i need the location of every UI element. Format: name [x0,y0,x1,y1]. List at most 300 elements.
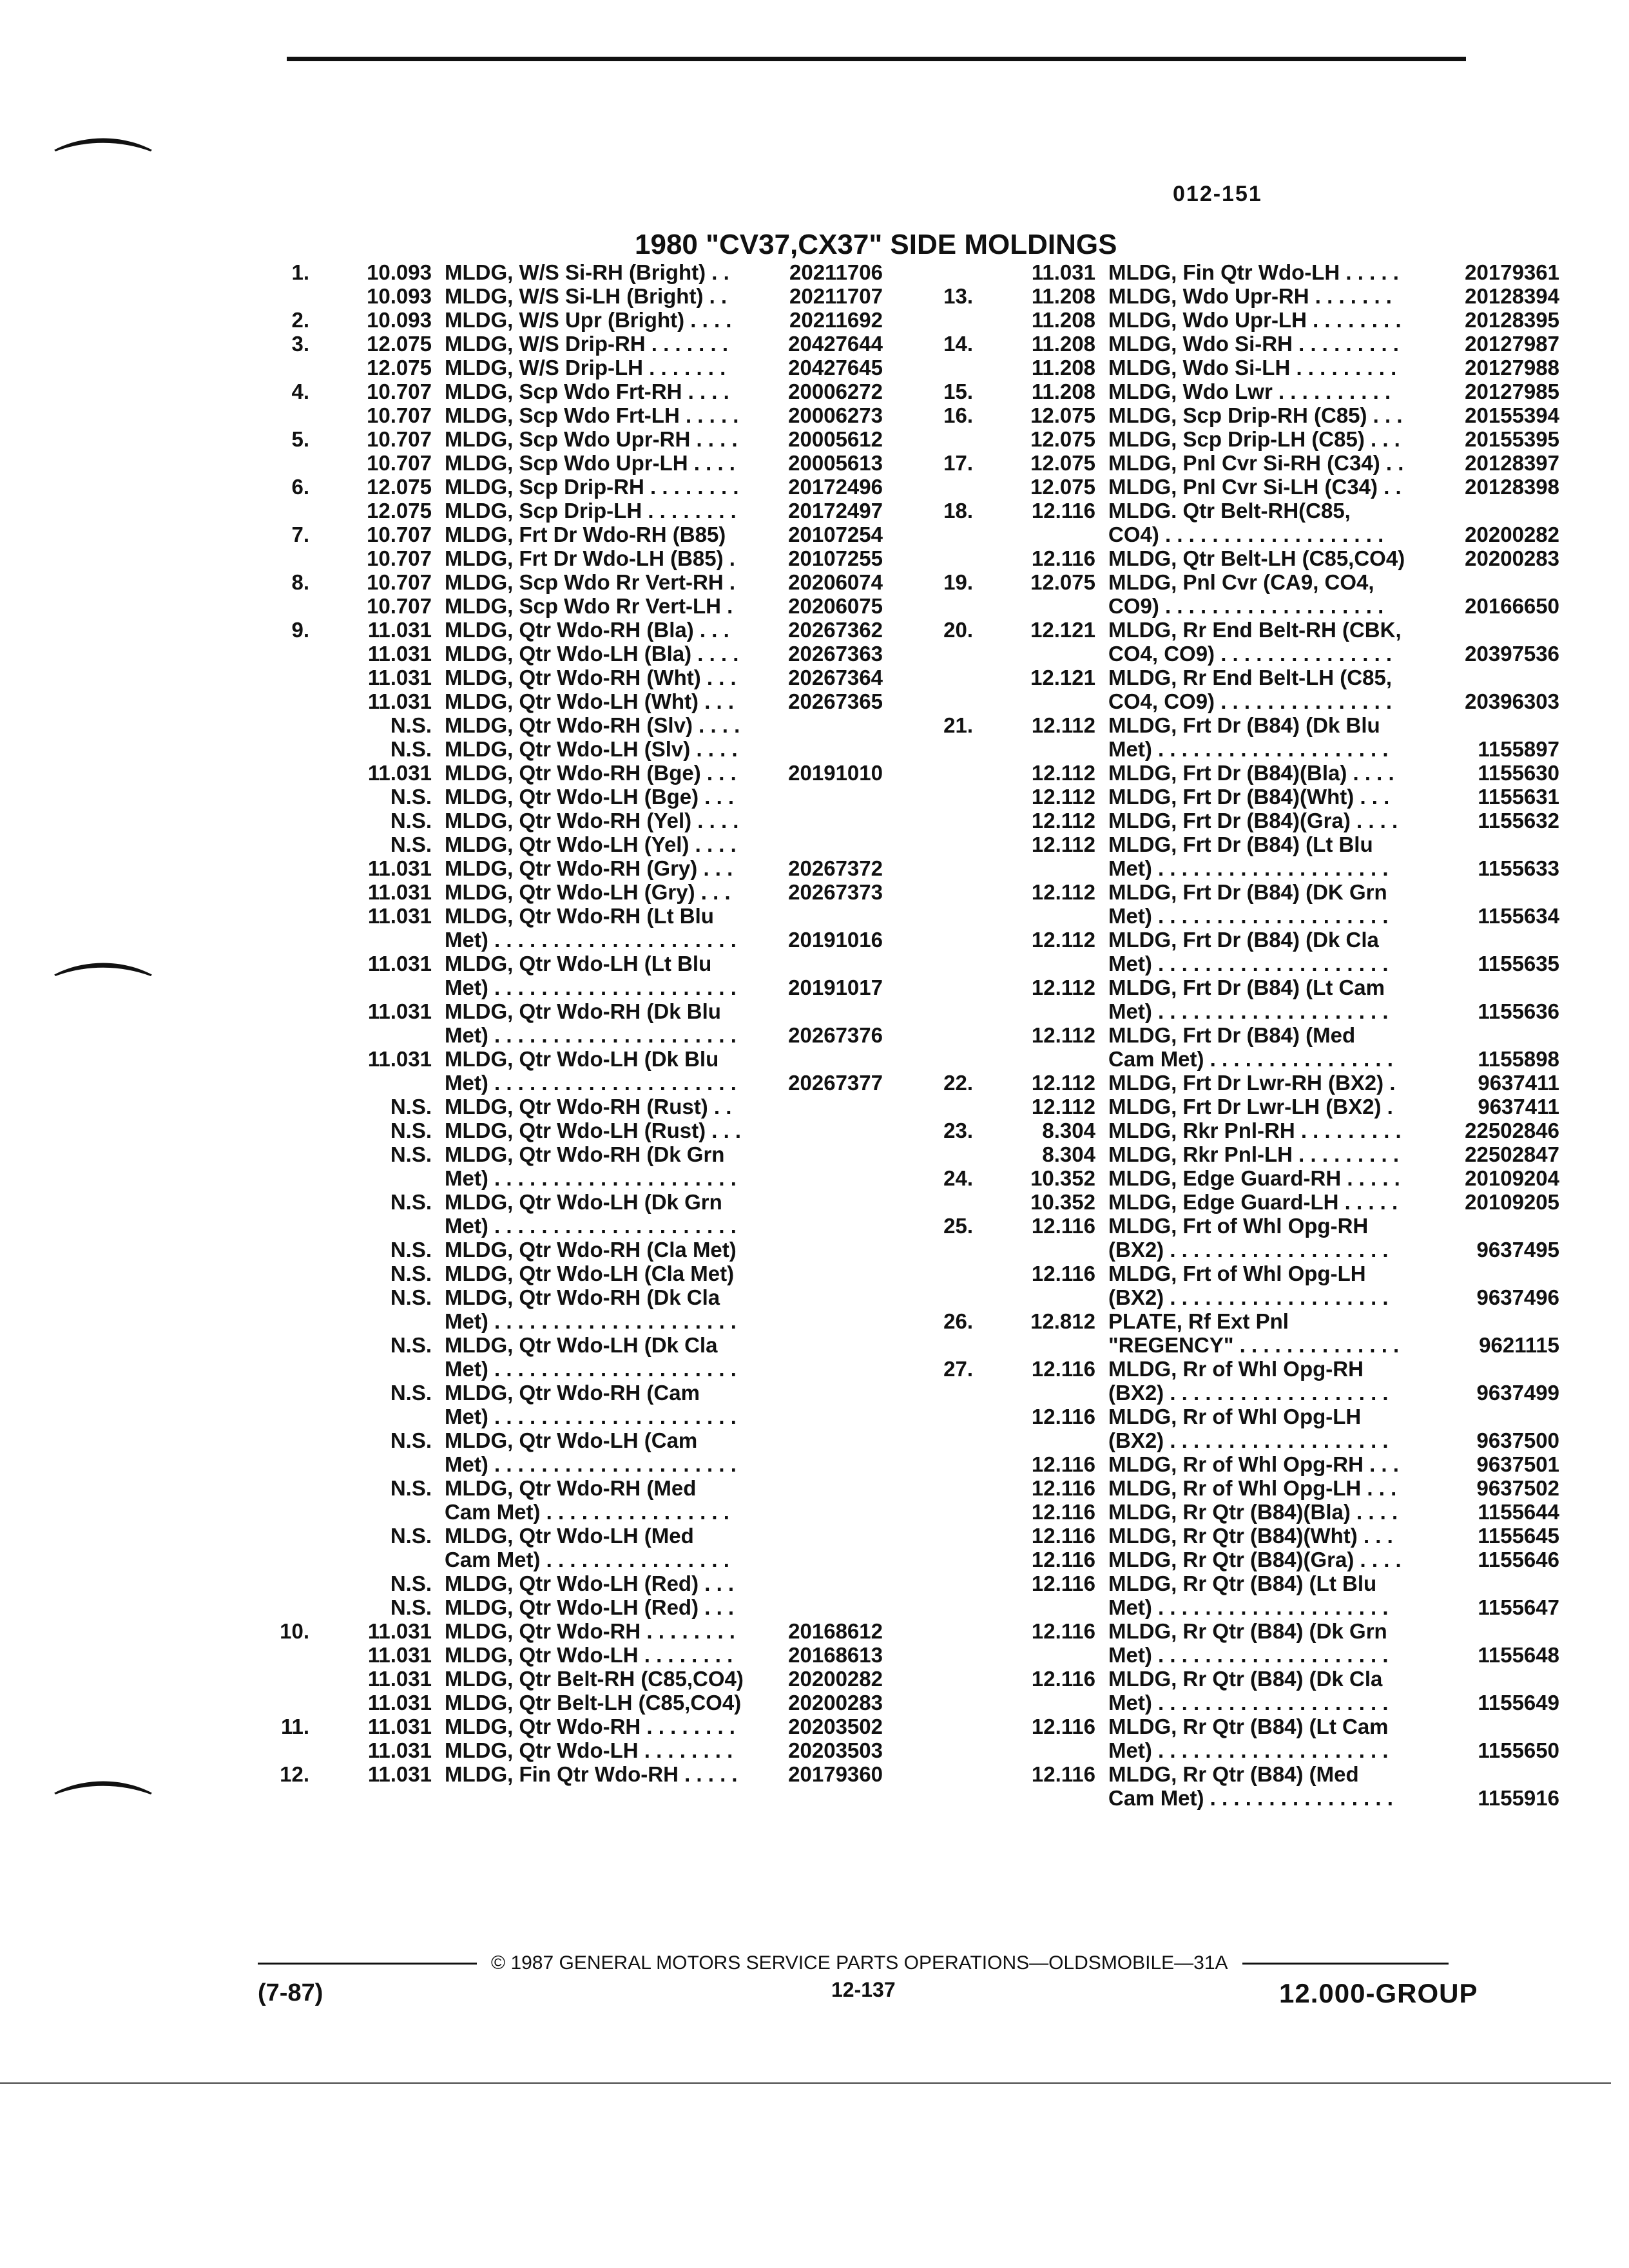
part-number [1431,713,1559,737]
ref-number [219,284,309,308]
group-number: 12.121 [1030,666,1095,689]
parts-row [219,713,883,737]
footer-copyright: © 1987 GENERAL MOTORS SERVICE PARTS OPERATIONS—OLDSMOBILE—31A [491,1952,1228,1974]
part-description: MLDG, Rr Qtr (B84) (Lt Cam [1108,1715,1389,1738]
group-number: 11.031 [367,618,432,642]
group-number: 12.116 [1031,1214,1095,1238]
ref-number: 6. [291,475,309,499]
parts-list-right [902,260,1559,1810]
group-number [973,1333,1108,1357]
parts-row [219,1119,883,1142]
parts-row [902,1238,1559,1262]
part-description: MLDG, Frt Dr Lwr-RH (BX2) . [1108,1071,1396,1095]
parts-row [219,546,883,570]
ref-number: 7. [291,523,309,546]
group-number [973,1786,1108,1810]
part-description: Met) . . . . . . . . . . . . . . . . . . . . . [445,1309,737,1333]
ref-number [219,1452,309,1476]
part-description: MLDG, Scp Wdo Rr Vert-LH . [445,594,733,618]
ref-number [902,1738,973,1762]
part-number: 1155645 [1478,1524,1559,1548]
ref-number [219,451,309,475]
part-number [1431,1357,1559,1381]
ref-number: 27. [943,1357,973,1381]
group-number: 12.112 [1031,975,1095,999]
group-number: N.S. [390,832,432,856]
part-description: MLDG, Qtr Wdo-LH (Gry) . . . [445,880,731,904]
part-number: 9637501 [1476,1452,1559,1476]
group-number: 11.031 [367,1667,432,1691]
ref-number [902,999,973,1023]
group-number: N.S. [390,713,432,737]
group-number: N.S. [390,1238,432,1262]
group-number: N.S. [390,1476,432,1500]
ref-number: 1. [291,260,309,284]
group-number [973,1381,1108,1405]
parts-row [902,1214,1559,1238]
group-number: 12.116 [1031,1571,1095,1595]
ref-number: 24. [943,1166,973,1190]
ref-number [219,1571,309,1595]
part-number: 20155394 [1465,403,1559,427]
part-description: MLDG, Qtr Wdo-LH (Dk Cla [445,1333,718,1357]
part-description: MLDG, W/S Upr (Bright) . . . . [445,308,732,332]
group-number [973,904,1108,928]
part-description: MLDG, Qtr Wdo-LH (Cla Met) [445,1262,735,1285]
group-number: N.S. [390,785,432,809]
part-number [1431,1023,1559,1047]
parts-row [902,1285,1559,1309]
parts-row [219,1047,883,1071]
margin-mark: ⌒ [53,1777,153,1863]
parts-row [219,1071,883,1095]
ref-number [219,1214,309,1238]
part-number: 20107254 [788,523,883,546]
ref-number [219,904,309,928]
ref-number [902,928,973,952]
group-number: N.S. [390,1262,432,1285]
parts-row [902,1786,1559,1810]
ref-number [219,1476,309,1500]
parts-row [902,713,1559,737]
parts-row [219,1285,883,1309]
parts-list-left [219,260,883,1786]
parts-row [219,832,883,856]
part-number: 20006272 [788,380,883,403]
parts-row [902,1262,1559,1285]
part-number: 1155646 [1478,1548,1559,1571]
part-description: (BX2) . . . . . . . . . . . . . . . . . . . [1108,1285,1389,1309]
group-number: 12.112 [1031,1023,1095,1047]
part-number [754,1524,883,1548]
group-number: 12.112 [1031,832,1095,856]
parts-row [219,1381,883,1405]
part-description: CO4) . . . . . . . . . . . . . . . . . . . [1108,523,1384,546]
part-number: 20396303 [1465,689,1559,713]
part-number: 1155647 [1478,1595,1559,1619]
part-description: Cam Met) . . . . . . . . . . . . . . . . [445,1500,729,1524]
part-description: MLDG, Qtr Belt-LH (C85,CO4) [445,1691,742,1715]
part-description: Met) . . . . . . . . . . . . . . . . . . . . [1108,952,1389,975]
footer-group: 12.000-GROUP [1279,1978,1478,2008]
parts-row [902,928,1559,952]
part-description: "REGENCY" . . . . . . . . . . . . . . [1108,1333,1400,1357]
ref-number: 18. [943,499,973,523]
part-description: MLDG, W/S Si-RH (Bright) . . [445,260,729,284]
ref-number [902,1285,973,1309]
part-description: MLDG, Rr End Belt-RH (CBK, [1108,618,1402,642]
part-number [754,1166,883,1190]
ref-number [902,356,973,380]
part-number [1431,570,1559,594]
ref-number: 20. [943,618,973,642]
ref-number [902,1238,973,1262]
ref-number [219,1738,309,1762]
part-description: Met) . . . . . . . . . . . . . . . . . . . . . [445,1405,737,1428]
ref-number: 14. [943,332,973,356]
group-number [973,689,1108,713]
ref-number: 3. [291,332,309,356]
parts-row [902,761,1559,785]
parts-row [219,1333,883,1357]
part-description: MLDG, Qtr Wdo-RH (Bla) . . . [445,618,729,642]
ref-number [902,904,973,928]
ref-number [219,1309,309,1333]
parts-row [902,260,1559,284]
group-number [973,1691,1108,1715]
part-number: 1155649 [1478,1691,1559,1715]
parts-row [902,1762,1559,1786]
parts-row [219,856,883,880]
part-description: MLDG, Fin Qtr Wdo-RH . . . . . [445,1762,738,1786]
part-description: MLDG, W/S Drip-LH . . . . . . . [445,356,726,380]
parts-row [902,1381,1559,1405]
part-number [1431,1571,1559,1595]
parts-row [219,1166,883,1190]
group-number: 11.031 [367,904,432,928]
part-description: MLDG, Qtr Wdo-RH (Lt Blu [445,904,714,928]
group-number: 10.707 [367,594,432,618]
group-number: N.S. [390,1381,432,1405]
group-number: 12.116 [1031,1548,1095,1571]
group-number: 12.116 [1031,1476,1095,1500]
ref-number [219,1285,309,1309]
part-number [754,1452,883,1476]
part-description: MLDG, Scp Wdo Frt-RH . . . . [445,380,729,403]
group-number [309,1452,445,1476]
parts-row [902,594,1559,618]
parts-row [219,499,883,523]
part-description: MLDG, Qtr Wdo-LH (Bge) . . . [445,785,735,809]
part-number [1431,1667,1559,1691]
group-number [973,523,1108,546]
part-number: 20211707 [789,284,883,308]
part-description: MLDG, Scp Wdo Upr-LH . . . . [445,451,735,475]
parts-row [219,308,883,332]
part-description: MLDG, Wdo Si-RH . . . . . . . . . [1108,332,1399,356]
group-number: 12.075 [367,356,432,380]
part-description: PLATE, Rf Ext Pnl [1108,1309,1289,1333]
part-description: MLDG, Qtr Wdo-LH (Wht) . . . [445,689,735,713]
ref-number [219,880,309,904]
part-number: 20200282 [788,1667,883,1691]
group-number: 10.707 [367,403,432,427]
part-description: MLDG, Frt Dr (B84) (Med [1108,1023,1356,1047]
part-number: 9637495 [1476,1238,1559,1262]
part-description: MLDG. Qtr Belt-RH(C85, [1108,499,1351,523]
group-number: 12.075 [367,332,432,356]
part-number: 20107255 [788,546,883,570]
parts-row [219,880,883,904]
parts-row [902,451,1559,475]
group-number: 11.031 [367,666,432,689]
part-number: 20427645 [788,356,883,380]
parts-row [219,1095,883,1119]
part-number: 20397536 [1465,642,1559,666]
part-description: MLDG, Rr of Whl Opg-LH [1108,1405,1362,1428]
group-number: N.S. [390,1333,432,1357]
ref-number [902,1571,973,1595]
part-description: Cam Met) . . . . . . . . . . . . . . . . [1108,1786,1393,1810]
part-number: 20179360 [788,1762,883,1786]
part-description: MLDG, Rr Qtr (B84) (Lt Blu [1108,1571,1377,1595]
group-number [309,1071,445,1095]
part-number: 20168612 [788,1619,883,1643]
parts-row [219,761,883,785]
part-description: MLDG, Qtr Wdo-LH (Med [445,1524,694,1548]
group-number: 12.116 [1031,1452,1095,1476]
ref-number: 4. [291,380,309,403]
part-number [754,1357,883,1381]
parts-row [902,618,1559,642]
part-description: MLDG, Frt Dr Wdo-RH (B85) [445,523,726,546]
part-description: MLDG, Qtr Wdo-RH (Bge) . . . [445,761,737,785]
ref-number [219,1524,309,1548]
ref-number [902,1476,973,1500]
ref-number [902,1595,973,1619]
part-number: 20267365 [788,689,883,713]
part-number: 20200283 [1465,546,1559,570]
part-description: MLDG, Qtr Wdo-RH (Dk Grn [445,1142,725,1166]
ref-number [219,1405,309,1428]
ref-number [219,1119,309,1142]
parts-row [902,1357,1559,1381]
ref-number [902,1262,973,1285]
part-description: Met) . . . . . . . . . . . . . . . . . . . . . [445,1214,737,1238]
group-number: N.S. [390,1142,432,1166]
group-number: 12.116 [1031,1357,1095,1381]
part-number: 20200282 [1465,523,1559,546]
part-description: MLDG, Scp Drip-RH (C85) . . . [1108,403,1403,427]
ref-number [219,832,309,856]
part-number [1431,1619,1559,1643]
group-number [973,1595,1108,1619]
part-number [754,952,883,975]
part-number [754,713,883,737]
part-description: MLDG, Edge Guard-LH . . . . . [1108,1190,1398,1214]
part-number: 9637500 [1476,1428,1559,1452]
part-description: MLDG, Frt Dr (B84)(Gra) . . . . [1108,809,1398,832]
group-number: 12.075 [1030,451,1095,475]
part-number [754,1476,883,1500]
part-number [754,1190,883,1214]
part-number [754,1262,883,1285]
parts-row [902,427,1559,451]
part-description: MLDG, Rr of Whl Opg-LH . . . [1108,1476,1397,1500]
part-description: MLDG, Qtr Wdo-LH (Red) . . . [445,1571,735,1595]
part-number: 20211706 [789,260,883,284]
part-number: 9637499 [1476,1381,1559,1405]
part-number: 1155632 [1478,809,1559,832]
part-number [1431,1405,1559,1428]
parts-row [219,403,883,427]
group-number: N.S. [390,1524,432,1548]
part-number [1431,666,1559,689]
ref-number [219,713,309,737]
group-number: 11.208 [1031,332,1095,356]
group-number: 11.031 [367,1738,432,1762]
part-number: 20267376 [788,1023,883,1047]
parts-row [902,308,1559,332]
ref-number [219,1238,309,1262]
part-description: MLDG, Qtr Wdo-LH (Rust) . . . [445,1119,742,1142]
ref-number [219,1095,309,1119]
parts-row [219,689,883,713]
part-number: 20206075 [788,594,883,618]
part-number: 20155395 [1465,427,1559,451]
parts-row [219,1357,883,1381]
part-number [754,1142,883,1166]
ref-number [219,594,309,618]
parts-row [219,594,883,618]
part-description: MLDG, Rkr Pnl-RH . . . . . . . . . [1108,1119,1402,1142]
ref-number [219,785,309,809]
part-description: MLDG, Pnl Cvr Si-LH (C34) . . [1108,475,1402,499]
part-number: 20203502 [788,1715,883,1738]
part-number [754,809,883,832]
ref-number: 13. [943,284,973,308]
parts-row [902,403,1559,427]
ref-number: 5. [291,427,309,451]
parts-row [902,1571,1559,1595]
group-number: 12.112 [1031,880,1095,904]
parts-row [219,523,883,546]
part-description: MLDG, Rr of Whl Opg-RH [1108,1357,1364,1381]
ref-number [902,1333,973,1357]
ref-number: 15. [943,380,973,403]
ref-number [219,1142,309,1166]
group-number: 12.112 [1031,785,1095,809]
group-number: 11.031 [367,856,432,880]
part-description: MLDG, Frt Dr (B84)(Wht) . . . [1108,785,1390,809]
group-number: 12.112 [1031,761,1095,785]
parts-row [902,523,1559,546]
group-number: 11.031 [367,761,432,785]
part-number: 20005613 [788,451,883,475]
part-description: MLDG, Edge Guard-RH . . . . . [1108,1166,1400,1190]
part-description: MLDG, Rr Qtr (B84) (Med [1108,1762,1359,1786]
part-number: 20127985 [1465,380,1559,403]
ref-number [219,1047,309,1071]
ref-number [902,1405,973,1428]
parts-row [902,1548,1559,1571]
part-number: 9637411 [1478,1071,1559,1095]
part-description: MLDG, Rr Qtr (B84)(Gra) . . . . [1108,1548,1402,1571]
parts-row [219,1476,883,1500]
group-number: 12.116 [1031,1524,1095,1548]
parts-row [902,1071,1559,1095]
part-number [754,1500,883,1524]
part-number [754,785,883,809]
part-description: MLDG, Scp Wdo Frt-LH . . . . . [445,403,739,427]
part-description: MLDG, Rr Qtr (B84)(Bla) . . . . [1108,1500,1398,1524]
top-rule [287,57,1466,61]
parts-row [219,975,883,999]
ref-number [902,1548,973,1571]
group-number: 12.116 [1031,1500,1095,1524]
part-description: MLDG, Frt of Whl Opg-LH [1108,1262,1366,1285]
parts-row [902,832,1559,856]
part-number: 20267363 [788,642,883,666]
parts-row [902,642,1559,666]
parts-row [219,1595,883,1619]
group-number [973,856,1108,880]
part-description: MLDG, Qtr Wdo-LH (Bla) . . . . [445,642,739,666]
ref-number [219,975,309,999]
part-description: MLDG, Qtr Wdo-RH (Dk Blu [445,999,721,1023]
parts-row [902,1500,1559,1524]
ref-number [902,952,973,975]
part-description: Met) . . . . . . . . . . . . . . . . . . . . . [445,975,737,999]
page-code: 012-151 [1173,182,1262,206]
ref-number [219,1333,309,1357]
part-number: 20267372 [788,856,883,880]
group-number: 12.075 [1030,427,1095,451]
part-number [754,904,883,928]
parts-row [902,499,1559,523]
parts-row [219,737,883,761]
part-description: MLDG, W/S Drip-RH . . . . . . . [445,332,728,356]
group-number: 11.031 [1031,260,1095,284]
ref-number [902,1715,973,1738]
parts-row [219,618,883,642]
parts-row [219,1214,883,1238]
part-description: MLDG, Scp Drip-LH (C85) . . . [1108,427,1400,451]
group-number: 11.031 [367,642,432,666]
ref-number [902,832,973,856]
parts-row [902,809,1559,832]
group-number: 12.112 [1031,713,1095,737]
parts-row [902,356,1559,380]
parts-row [902,904,1559,928]
parts-row [219,1405,883,1428]
ref-number [902,308,973,332]
group-number: 11.208 [1031,380,1095,403]
group-number [973,952,1108,975]
part-number: 1155633 [1478,856,1559,880]
part-description: MLDG, Rr Qtr (B84)(Wht) . . . [1108,1524,1393,1548]
ref-number: 16. [943,403,973,427]
ref-number [902,523,973,546]
part-number: 20109205 [1465,1190,1559,1214]
parts-row [219,1500,883,1524]
group-number [973,1238,1108,1262]
part-description: (BX2) . . . . . . . . . . . . . . . . . . . [1108,1428,1389,1452]
group-number: N.S. [390,809,432,832]
parts-row [219,1643,883,1667]
parts-row [902,785,1559,809]
ref-number: 17. [943,451,973,475]
